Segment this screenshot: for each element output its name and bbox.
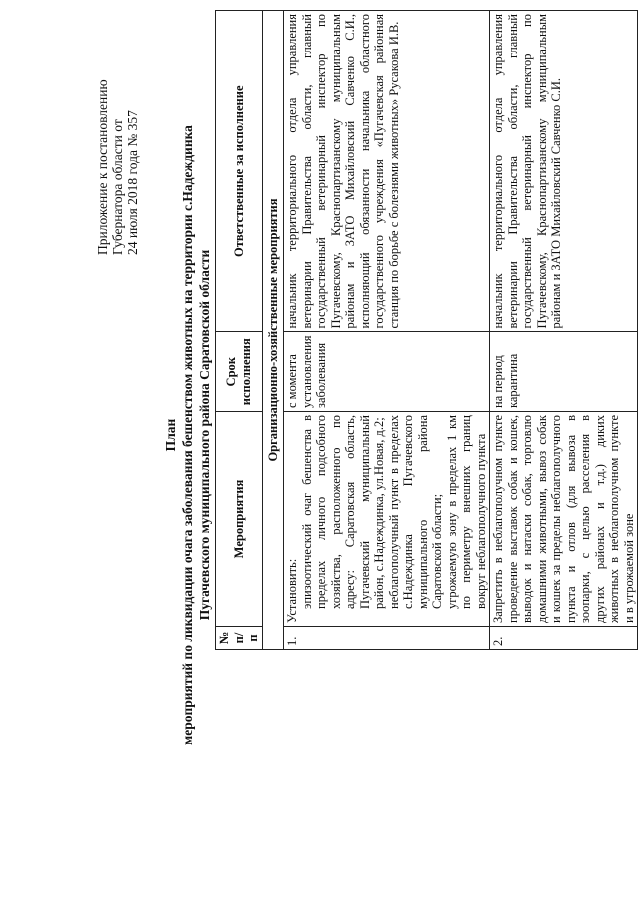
row-term: на период карантина bbox=[490, 332, 638, 412]
header-actions: Мероприятия bbox=[216, 412, 263, 627]
action-line: эпизоотический очаг бешенства в пределах личного подсобного хозяйства, расположенного по адресу: Саратовская область, Пугачевский муниципальный район, с.Надеждинка, ул.Новая, д.2; bbox=[299, 415, 386, 609]
action-line: Запретить в неблагополучном пункте проведение выставок собак и кошек, выводок и натаски собак, торговлю домашними животными, вывоз собак и кошек за пределы неблагополучного пункта и отлов (для вывоза в зоопарки, с целью расселения в других районах и т.д.) диких животных в неблагополучном пункте и в угрожаемой зоне bbox=[491, 415, 636, 623]
row-num: 1. bbox=[284, 627, 490, 650]
row-term: с момента установления заболевания bbox=[284, 332, 490, 412]
header-num: № п/п bbox=[216, 627, 263, 650]
table-header-row bbox=[216, 11, 263, 650]
action-line: неблагополучный пункт в пределах с.Надеждинка Пугачевского муниципального района Саратовской области; bbox=[386, 415, 444, 609]
section-title: Организационно-хозяйственные мероприятия bbox=[262, 11, 284, 650]
row-actions bbox=[490, 412, 638, 627]
action-line: угрожаемую зону в пределах 1 км по периметру внешних границ вокруг неблагополучного пункта bbox=[444, 415, 488, 609]
row-responsible: начальник территориального отдела управления ветеринарии Правительства области, главный государственный ветеринарный инспектор по Пугачевскому, Краснопартизанскому муниципальным районам и ЗАТО Михайловский Савченко С.И., исполняющий обязанности начальника областного государственного учреждения «Пугачевская районная станция по борьбе с болезнями животных» Русакова И.В. bbox=[284, 11, 490, 332]
action-line: Установить: bbox=[285, 558, 299, 623]
appendix-line: Приложение к постановлению bbox=[95, 79, 110, 255]
table-row bbox=[490, 11, 638, 650]
table-row bbox=[284, 11, 490, 650]
row-responsible: начальник территориального отдела управления ветеринарии Правительства области, главный государственный ветеринарный инспектор по Пугачевскому, Краснопартизанскому муниципальным районам и ЗАТО Михайловский Савченко С.И. bbox=[490, 11, 638, 332]
header-term: Срок исполнения bbox=[216, 332, 263, 412]
header-responsible: Ответственные за исполнение bbox=[216, 11, 263, 332]
appendix-line: Губернатора области от bbox=[110, 119, 125, 255]
title-line: План bbox=[163, 418, 178, 452]
document-title bbox=[162, 85, 213, 785]
section-row bbox=[262, 11, 284, 650]
plan-table bbox=[215, 10, 638, 650]
title-line: мероприятий по ликвидации очага заболевания бешенством животных на территории с.Надеждинка bbox=[180, 125, 195, 745]
title-line: Пугачевского муниципального района Саратовской области bbox=[197, 249, 212, 621]
row-num: 2. bbox=[490, 627, 638, 650]
appendix-note bbox=[95, 79, 140, 255]
row-actions bbox=[284, 412, 490, 627]
appendix-line: 24 июля 2018 года № 357 bbox=[125, 110, 140, 255]
